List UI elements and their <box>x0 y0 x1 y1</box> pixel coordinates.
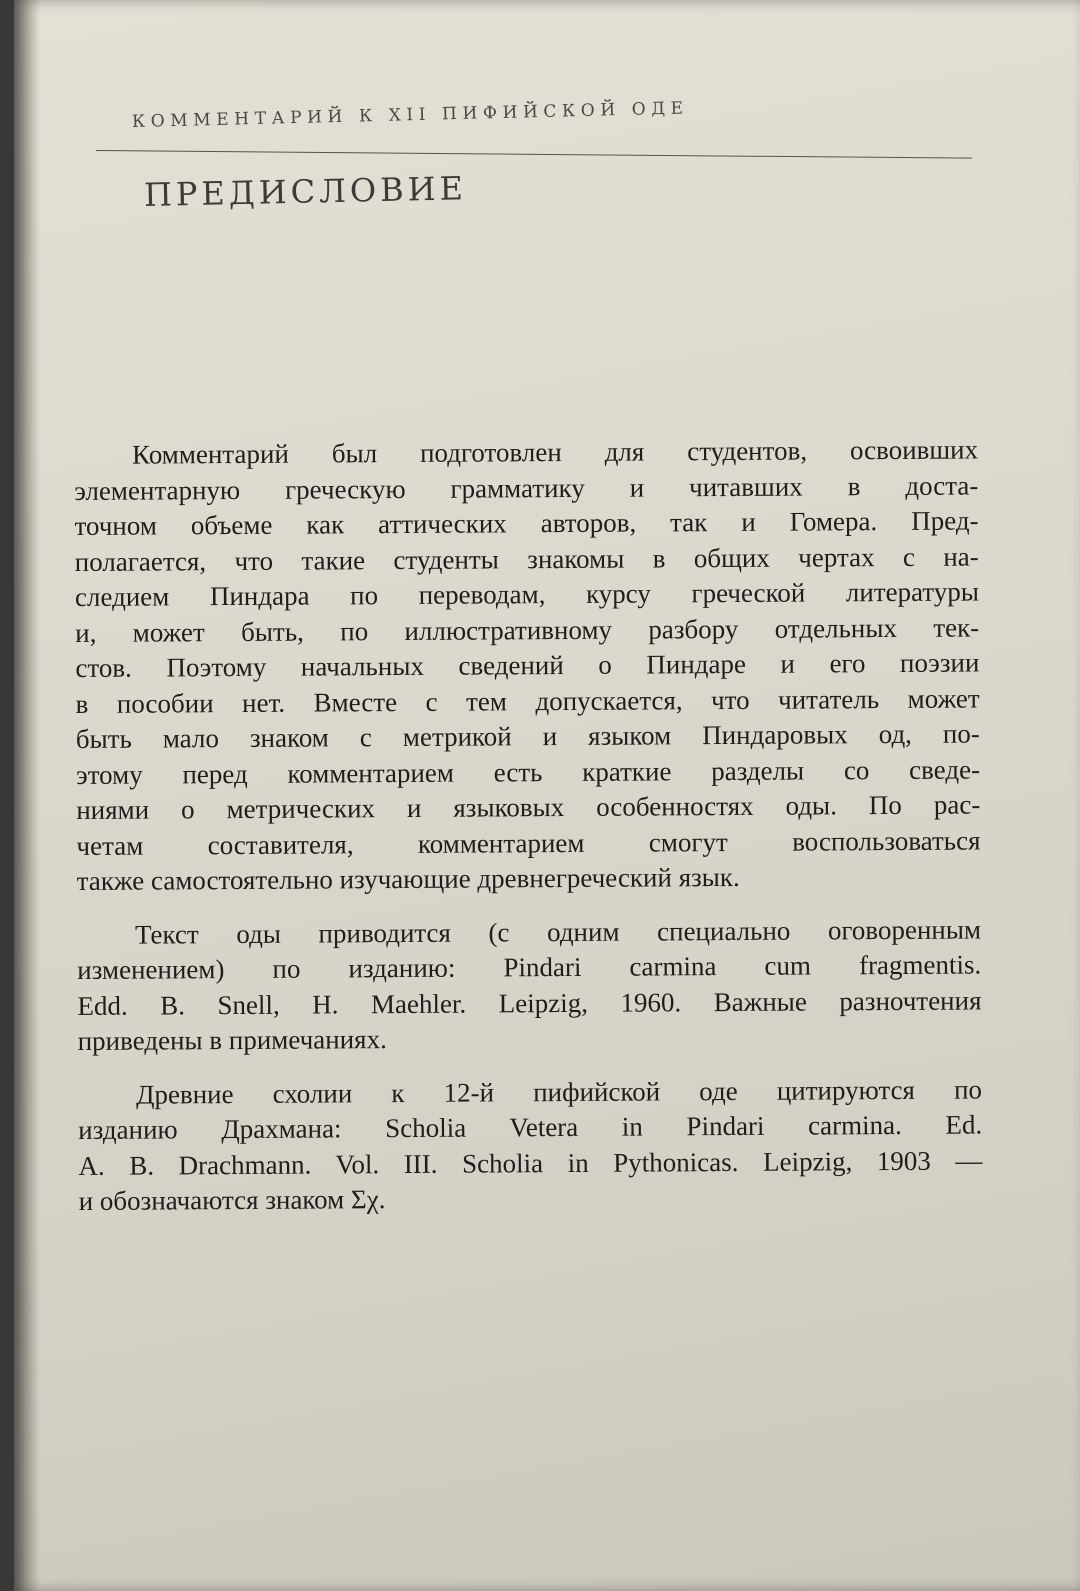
text-line: также самостоятельно изучающие древнегреческий язык. <box>76 861 740 896</box>
chapter-title: ПРЕДИСЛОВИЕ <box>143 169 468 214</box>
text-line: Древние схолии к 12-й пифийской оде цитируются по <box>135 1073 983 1110</box>
paragraph <box>78 1072 983 1220</box>
book-page <box>14 0 1080 1591</box>
text-line: быть мало знаком с метрикой и языком Пиндаровых од, по- <box>75 718 980 754</box>
text-line: точном объеме как аттических авторов, так и Гомера. Пред- <box>74 505 979 541</box>
text-line: изменением) по изданию: Pindari carmina cum fragmentis. <box>77 949 982 985</box>
text-line: и обозначаются знаком Σχ. <box>78 1184 386 1216</box>
header-rule <box>96 150 972 159</box>
text-line: Edd. B. Snell, H. Maehler. Leipzig, 1960. Важные разночтения <box>77 984 982 1021</box>
text-line: полагается, что такие студенты знакомы в общих чертах с на- <box>74 540 979 577</box>
text-line: четам составителя, комментарием смогут воспользоваться <box>76 824 981 861</box>
body-text <box>74 432 983 1237</box>
text-line: в пособии нет. Вместе с тем допускается, что читатель может <box>75 682 980 719</box>
text-line: этому перед комментарием есть краткие разделы со сведе- <box>75 753 981 790</box>
text-line: ниями о метрических и языковых особенностях оды. По рас- <box>76 789 981 825</box>
text-line: изданию Драхмана: Scholia Vetera in Pindari carmina. Ed. <box>78 1109 983 1145</box>
text-line: следием Пиндара по переводам, курсу греческой литературы <box>74 576 980 612</box>
spine-shadow <box>14 0 40 1591</box>
running-head: КОММЕНТАРИЙ К XII ПИФИЙСКОЙ ОДЕ <box>131 98 689 132</box>
text-line: и, может быть, по иллюстративному разбору отдельных тек- <box>75 611 980 648</box>
text-line: стов. Поэтому начальных сведений о Пиндаре и его поэзии <box>75 647 980 683</box>
text-line: Комментарий был подготовлен для студентов, освоивших <box>132 434 979 470</box>
text-line: приведены в примечаниях. <box>77 1024 387 1056</box>
paragraph <box>77 912 982 1060</box>
text-line: Текст оды приводится (с одним специально оговоренным <box>134 913 982 950</box>
text-line: A. B. Drachmann. Vol. III. Scholia in Pythonicas. Leipzig, 1903 — <box>78 1144 983 1181</box>
text-line: элементарную греческую грамматику и читавших в доста- <box>74 469 979 506</box>
paragraph <box>74 432 981 899</box>
